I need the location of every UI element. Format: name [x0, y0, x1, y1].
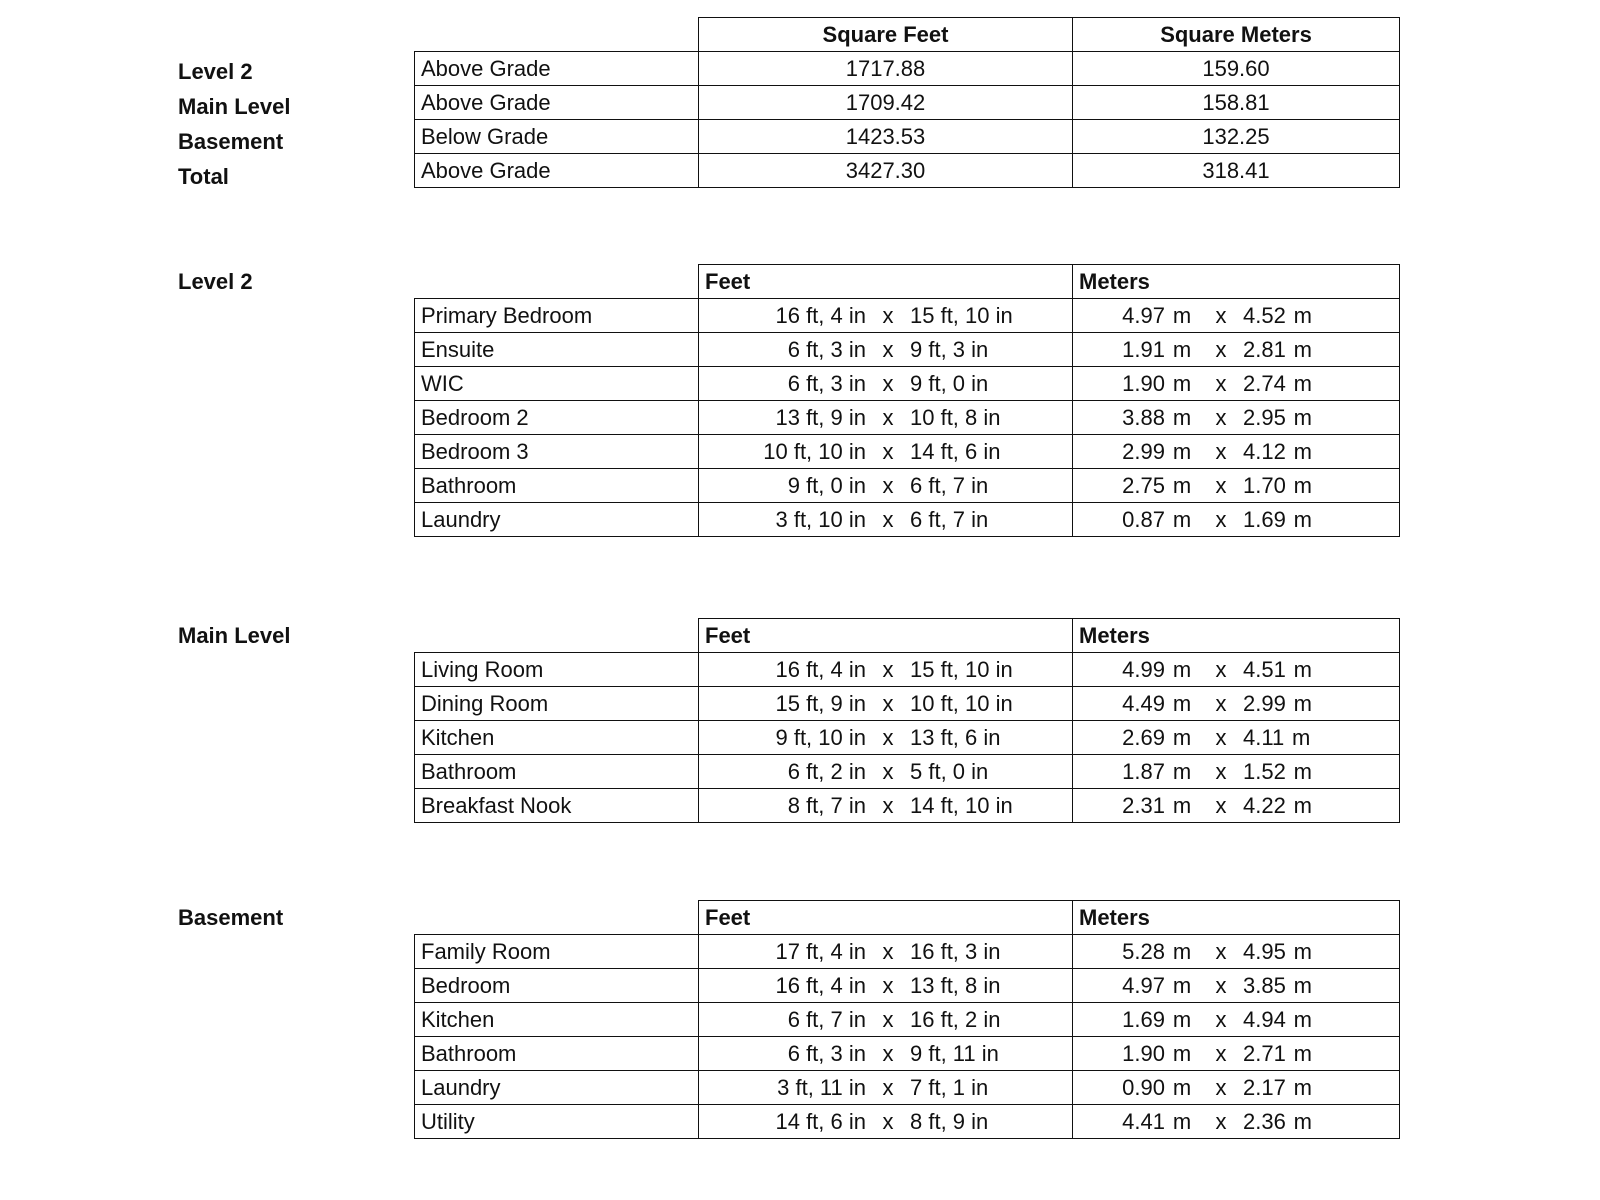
meter-dimensions: [1073, 503, 1400, 537]
times-sign: x: [1215, 1040, 1227, 1066]
meter-width: 1.70: [1243, 472, 1286, 498]
feet-header: Feet: [699, 901, 1073, 935]
meter-unit: m: [1172, 724, 1192, 750]
meters-header: Meters: [1073, 619, 1400, 653]
feet-length: 3 ft, 10 in: [775, 506, 866, 532]
feet-width: 15 ft, 10 in: [910, 302, 1013, 328]
room-header-row: [415, 619, 1400, 653]
feet-width: 9 ft, 0 in: [910, 370, 989, 396]
sqm-cell: 159.60: [1073, 52, 1400, 86]
meter-length: 1.90: [1122, 370, 1165, 396]
room-row: [415, 1037, 1400, 1071]
feet-length: 6 ft, 2 in: [787, 758, 866, 784]
meter-dimensions: [1073, 435, 1400, 469]
meter-width: 3.85: [1243, 972, 1286, 998]
feet-dimensions: [699, 653, 1073, 687]
meter-unit: m: [1293, 1108, 1312, 1134]
room-row: [415, 333, 1400, 367]
feet-length: 6 ft, 3 in: [787, 336, 866, 362]
feet-width: 9 ft, 11 in: [910, 1040, 999, 1066]
feet-length: 16 ft, 4 in: [775, 972, 866, 998]
meter-unit: m: [1172, 972, 1192, 998]
summary-label-level2: Level 2: [178, 59, 253, 84]
room-name: Bedroom 3: [415, 435, 699, 469]
meter-unit: m: [1293, 972, 1312, 998]
room-name: Bathroom: [415, 469, 699, 503]
meter-unit: m: [1293, 438, 1312, 464]
room-name: Primary Bedroom: [415, 299, 699, 333]
feet-width: 7 ft, 1 in: [910, 1074, 989, 1100]
feet-dimensions: [699, 333, 1073, 367]
meter-dimensions: [1073, 1037, 1400, 1071]
room-name: Ensuite: [415, 333, 699, 367]
times-sign: x: [882, 1108, 894, 1134]
meter-unit: m: [1293, 690, 1312, 716]
feet-width: 15 ft, 10 in: [910, 656, 1013, 682]
room-row: [415, 1105, 1400, 1139]
feet-length: 16 ft, 4 in: [775, 656, 866, 682]
times-sign: x: [882, 792, 894, 818]
meter-unit: m: [1172, 690, 1192, 716]
times-sign: x: [1215, 656, 1227, 682]
meter-unit: m: [1293, 758, 1312, 784]
meter-width: 4.52: [1243, 302, 1286, 328]
section-title-basement: Basement: [178, 905, 284, 930]
times-sign: x: [882, 506, 894, 532]
meter-dimensions: [1073, 721, 1400, 755]
meter-unit: m: [1293, 336, 1312, 362]
meter-length: 2.99: [1122, 438, 1165, 464]
room-row: [415, 1071, 1400, 1105]
summary-table: [414, 17, 1400, 188]
room-row: [415, 789, 1400, 823]
meter-dimensions: [1073, 969, 1400, 1003]
times-sign: x: [1215, 1006, 1227, 1032]
times-sign: x: [882, 938, 894, 964]
times-sign: x: [1215, 758, 1227, 784]
summary-header-row: [415, 18, 1400, 52]
meter-dimensions: [1073, 789, 1400, 823]
meter-width: 4.12: [1243, 438, 1286, 464]
feet-dimensions: [699, 721, 1073, 755]
room-row: [415, 969, 1400, 1003]
meter-unit: m: [1172, 336, 1192, 362]
room-row: [415, 935, 1400, 969]
meter-dimensions: [1073, 401, 1400, 435]
room-name: Breakfast Nook: [415, 789, 699, 823]
summary-row: [415, 52, 1400, 86]
times-sign: x: [882, 336, 894, 362]
feet-width: 14 ft, 6 in: [910, 438, 1001, 464]
room-row: [415, 503, 1400, 537]
room-row: [415, 367, 1400, 401]
grade-cell: Above Grade: [415, 86, 699, 120]
room-header-row: [415, 901, 1400, 935]
meter-width: 1.52: [1243, 758, 1286, 784]
meter-length: 3.88: [1122, 404, 1165, 430]
sqft-cell: 1423.53: [699, 120, 1073, 154]
feet-length: 16 ft, 4 in: [775, 302, 866, 328]
meter-unit: m: [1293, 302, 1312, 328]
times-sign: x: [1215, 506, 1227, 532]
grade-cell: Above Grade: [415, 52, 699, 86]
meter-length: 5.28: [1122, 938, 1165, 964]
room-name: Family Room: [415, 935, 699, 969]
meter-length: 4.41: [1122, 1108, 1165, 1134]
room-header-row: [415, 265, 1400, 299]
times-sign: x: [1215, 724, 1227, 750]
times-sign: x: [882, 1074, 894, 1100]
summary-label-total: Total: [178, 164, 229, 189]
room-name: Utility: [415, 1105, 699, 1139]
feet-header: Feet: [699, 265, 1073, 299]
room-name: Living Room: [415, 653, 699, 687]
feet-length: 17 ft, 4 in: [775, 938, 866, 964]
times-sign: x: [882, 302, 894, 328]
feet-length: 10 ft, 10 in: [763, 438, 866, 464]
meter-width: 4.11: [1243, 724, 1285, 750]
meter-unit: m: [1293, 792, 1312, 818]
meter-unit: m: [1172, 472, 1192, 498]
room-name: Bathroom: [415, 755, 699, 789]
sqm-cell: 158.81: [1073, 86, 1400, 120]
feet-dimensions: [699, 755, 1073, 789]
feet-width: 5 ft, 0 in: [910, 758, 989, 784]
summary-row: [415, 154, 1400, 188]
meter-dimensions: [1073, 653, 1400, 687]
times-sign: x: [1215, 438, 1227, 464]
room-name: Kitchen: [415, 721, 699, 755]
meter-unit: m: [1172, 1108, 1192, 1134]
meter-width: 2.36: [1243, 1108, 1286, 1134]
meter-width: 4.22: [1243, 792, 1286, 818]
grade-cell: Above Grade: [415, 154, 699, 188]
meter-length: 0.87: [1122, 506, 1165, 532]
meter-length: 1.91: [1122, 336, 1165, 362]
meter-unit: m: [1172, 404, 1192, 430]
meter-unit: m: [1293, 404, 1312, 430]
sqm-cell: 132.25: [1073, 120, 1400, 154]
feet-dimensions: [699, 1037, 1073, 1071]
room-row: [415, 653, 1400, 687]
meter-unit: m: [1293, 938, 1312, 964]
room-name: WIC: [415, 367, 699, 401]
summary-label-main-level: Main Level: [178, 94, 291, 119]
meter-unit: m: [1172, 438, 1192, 464]
room-row: [415, 1003, 1400, 1037]
meter-unit: m: [1172, 506, 1192, 532]
times-sign: x: [882, 724, 894, 750]
feet-width: 9 ft, 3 in: [910, 336, 989, 362]
feet-width: 16 ft, 2 in: [910, 1006, 1001, 1032]
feet-length: 6 ft, 3 in: [787, 370, 866, 396]
feet-length: 3 ft, 11 in: [777, 1074, 866, 1100]
times-sign: x: [1215, 1074, 1227, 1100]
feet-dimensions: [699, 969, 1073, 1003]
meter-length: 2.31: [1122, 792, 1165, 818]
square-feet-header: Square Feet: [699, 18, 1073, 52]
meter-dimensions: [1073, 1003, 1400, 1037]
feet-width: 13 ft, 8 in: [910, 972, 1001, 998]
times-sign: x: [882, 972, 894, 998]
sqft-cell: 1717.88: [699, 52, 1073, 86]
meter-unit: m: [1172, 1074, 1192, 1100]
room-table-level2: [414, 264, 1400, 537]
feet-dimensions: [699, 1105, 1073, 1139]
meter-unit: m: [1293, 1074, 1312, 1100]
times-sign: x: [882, 1040, 894, 1066]
times-sign: x: [882, 472, 894, 498]
feet-length: 6 ft, 3 in: [787, 1040, 866, 1066]
room-row: [415, 721, 1400, 755]
meter-width: 4.95: [1243, 938, 1286, 964]
room-row: [415, 687, 1400, 721]
times-sign: x: [882, 438, 894, 464]
meter-length: 1.87: [1122, 758, 1165, 784]
meter-width: 2.99: [1243, 690, 1286, 716]
feet-length: 13 ft, 9 in: [775, 404, 866, 430]
times-sign: x: [1215, 404, 1227, 430]
meters-header: Meters: [1073, 901, 1400, 935]
meter-unit: m: [1172, 302, 1192, 328]
meter-unit: m: [1172, 656, 1192, 682]
room-name: Bedroom: [415, 969, 699, 1003]
meter-width: 2.95: [1243, 404, 1286, 430]
meter-unit: m: [1172, 370, 1192, 396]
times-sign: x: [882, 404, 894, 430]
meters-header: Meters: [1073, 265, 1400, 299]
times-sign: x: [882, 370, 894, 396]
times-sign: x: [1215, 370, 1227, 396]
feet-dimensions: [699, 1003, 1073, 1037]
meter-width: 2.17: [1243, 1074, 1286, 1100]
summary-row: [415, 86, 1400, 120]
room-name: Bedroom 2: [415, 401, 699, 435]
times-sign: x: [1215, 302, 1227, 328]
meter-unit: m: [1172, 1006, 1192, 1032]
room-row: [415, 435, 1400, 469]
feet-length: 15 ft, 9 in: [775, 690, 866, 716]
meter-unit: m: [1293, 506, 1312, 532]
sqm-cell: 318.41: [1073, 154, 1400, 188]
meter-length: 2.75: [1122, 472, 1165, 498]
times-sign: x: [1215, 336, 1227, 362]
section-title-main-level: Main Level: [178, 623, 291, 648]
meter-width: 2.81: [1243, 336, 1286, 362]
feet-length: 9 ft, 0 in: [787, 472, 866, 498]
feet-length: 14 ft, 6 in: [775, 1108, 866, 1134]
meter-dimensions: [1073, 1105, 1400, 1139]
meter-dimensions: [1073, 755, 1400, 789]
room-row: [415, 755, 1400, 789]
times-sign: x: [1215, 938, 1227, 964]
meter-length: 4.97: [1122, 972, 1165, 998]
feet-width: 8 ft, 9 in: [910, 1108, 989, 1134]
feet-dimensions: [699, 935, 1073, 969]
feet-width: 14 ft, 10 in: [910, 792, 1013, 818]
sqft-cell: 1709.42: [699, 86, 1073, 120]
meter-unit: m: [1172, 938, 1192, 964]
room-table-main-level: [414, 618, 1400, 823]
times-sign: x: [882, 690, 894, 716]
meter-unit: m: [1292, 724, 1311, 750]
meter-dimensions: [1073, 469, 1400, 503]
meter-dimensions: [1073, 299, 1400, 333]
meter-width: 2.74: [1243, 370, 1286, 396]
room-name: Dining Room: [415, 687, 699, 721]
times-sign: x: [882, 656, 894, 682]
feet-width: 13 ft, 6 in: [910, 724, 1001, 750]
meter-unit: m: [1293, 1006, 1312, 1032]
times-sign: x: [1215, 792, 1227, 818]
room-name: Laundry: [415, 1071, 699, 1105]
meter-width: 2.71: [1243, 1040, 1286, 1066]
feet-dimensions: [699, 435, 1073, 469]
feet-width: 16 ft, 3 in: [910, 938, 1001, 964]
meter-dimensions: [1073, 333, 1400, 367]
times-sign: x: [882, 1006, 894, 1032]
feet-width: 10 ft, 10 in: [910, 690, 1013, 716]
meter-length: 1.90: [1122, 1040, 1165, 1066]
feet-length: 8 ft, 7 in: [787, 792, 866, 818]
meter-unit: m: [1293, 656, 1312, 682]
feet-dimensions: [699, 687, 1073, 721]
square-meters-header: Square Meters: [1073, 18, 1400, 52]
meter-unit: m: [1293, 1040, 1312, 1066]
feet-dimensions: [699, 299, 1073, 333]
feet-length: 9 ft, 10 in: [775, 724, 866, 750]
feet-width: 6 ft, 7 in: [910, 506, 989, 532]
times-sign: x: [1215, 472, 1227, 498]
feet-dimensions: [699, 469, 1073, 503]
feet-dimensions: [699, 1071, 1073, 1105]
feet-width: 10 ft, 8 in: [910, 404, 1001, 430]
feet-dimensions: [699, 789, 1073, 823]
meter-length: 1.69: [1122, 1006, 1165, 1032]
meter-length: 2.69: [1122, 724, 1165, 750]
sqft-cell: 3427.30: [699, 154, 1073, 188]
times-sign: x: [1215, 972, 1227, 998]
meter-width: 1.69: [1243, 506, 1286, 532]
meter-length: 4.99: [1122, 656, 1165, 682]
meter-unit: m: [1172, 792, 1192, 818]
meter-length: 0.90: [1122, 1074, 1165, 1100]
meter-width: 4.51: [1243, 656, 1286, 682]
feet-width: 6 ft, 7 in: [910, 472, 989, 498]
times-sign: x: [882, 758, 894, 784]
feet-dimensions: [699, 503, 1073, 537]
meter-dimensions: [1073, 1071, 1400, 1105]
room-table-basement: [414, 900, 1400, 1139]
times-sign: x: [1215, 1108, 1227, 1134]
meter-unit: m: [1293, 472, 1312, 498]
summary-row: [415, 120, 1400, 154]
room-name: Laundry: [415, 503, 699, 537]
room-row: [415, 299, 1400, 333]
meter-unit: m: [1172, 1040, 1192, 1066]
section-title-level2: Level 2: [178, 269, 253, 294]
summary-label-basement: Basement: [178, 129, 284, 154]
room-row: [415, 401, 1400, 435]
grade-cell: Below Grade: [415, 120, 699, 154]
meter-dimensions: [1073, 367, 1400, 401]
meter-length: 4.97: [1122, 302, 1165, 328]
room-row: [415, 469, 1400, 503]
meter-dimensions: [1073, 687, 1400, 721]
feet-length: 6 ft, 7 in: [787, 1006, 866, 1032]
meter-dimensions: [1073, 935, 1400, 969]
room-name: Bathroom: [415, 1037, 699, 1071]
feet-dimensions: [699, 367, 1073, 401]
meter-unit: m: [1293, 370, 1312, 396]
meter-length: 4.49: [1122, 690, 1165, 716]
room-name: Kitchen: [415, 1003, 699, 1037]
times-sign: x: [1215, 690, 1227, 716]
feet-dimensions: [699, 401, 1073, 435]
meter-width: 4.94: [1243, 1006, 1286, 1032]
meter-unit: m: [1172, 758, 1192, 784]
feet-header: Feet: [699, 619, 1073, 653]
